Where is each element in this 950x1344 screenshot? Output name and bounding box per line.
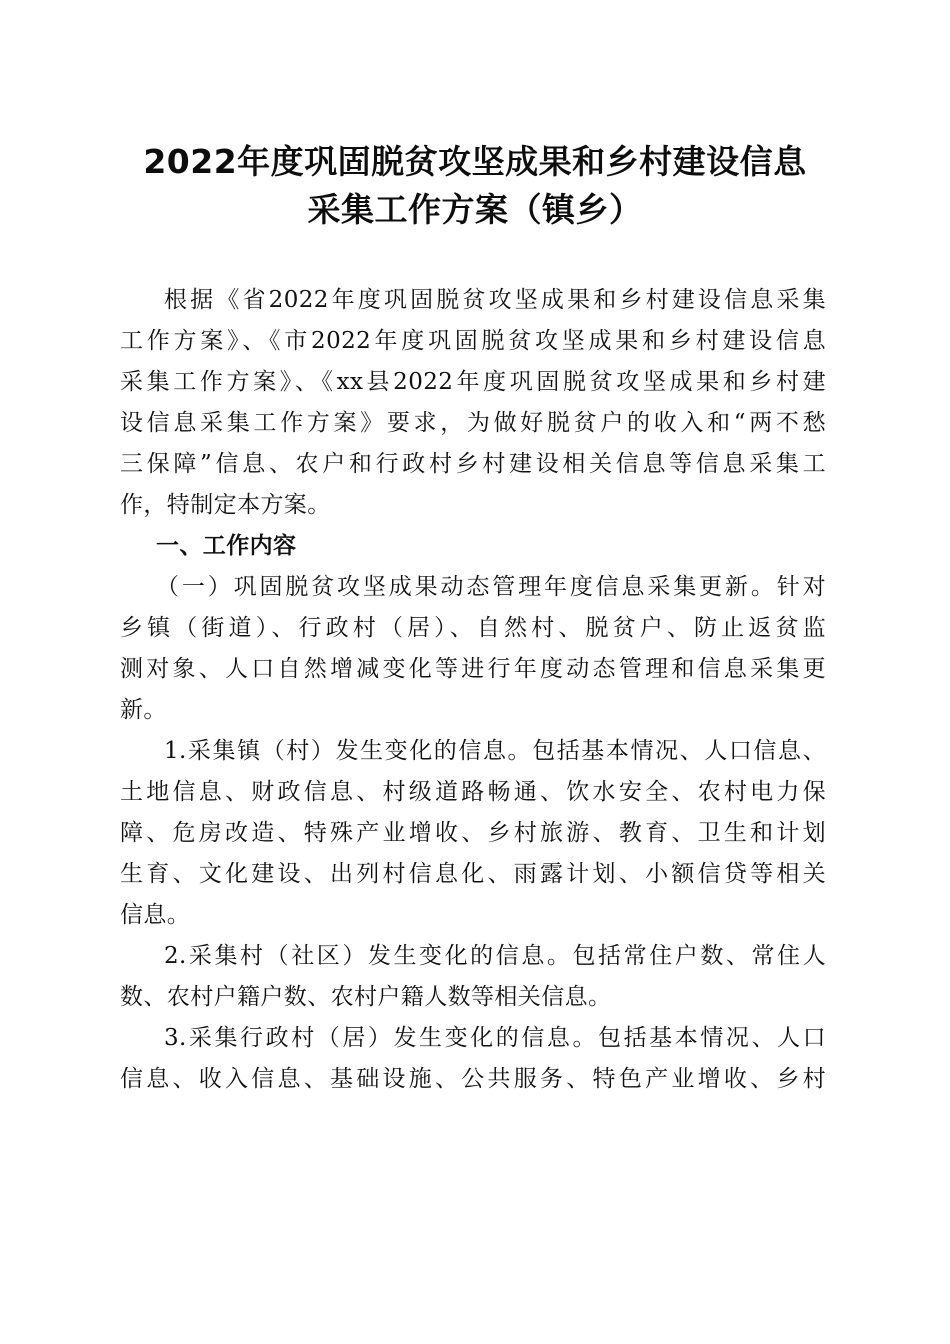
paragraph-line: 采集工作方案》、《xx县2022年度巩固脱贫攻坚成果和乡村建 [120, 369, 826, 395]
paragraph-line: 乡镇（街道）、行政村（居）、自然村、脱贫户、防止返贫监 [120, 615, 826, 641]
paragraph-line: 作，特制定本方案。 [120, 492, 331, 518]
section-heading: 一、工作内容 [156, 533, 297, 559]
list-item-line: 1.采集镇（村）发生变化的信息。包括基本情况、人口信息、 [164, 738, 826, 764]
paragraph-line: 生育、文化建设、出列村信息化、雨露计划、小额信贷等相关 [120, 861, 826, 887]
list-item-line: 3.采集行政村（居）发生变化的信息。包括基本情况、人口 [164, 1025, 826, 1051]
paragraph-line: 三保障”信息、农户和行政村乡村建设相关信息等信息采集工 [120, 451, 826, 477]
paragraph-line: 设信息采集工作方案》要求，为做好脱贫户的收入和“两不愁 [120, 410, 826, 436]
paragraph-line: 根据《省2022年度巩固脱贫攻坚成果和乡村建设信息采集 [164, 287, 826, 313]
paragraph-line: 测对象、人口自然增减变化等进行年度动态管理和信息采集更 [120, 656, 826, 682]
paragraph-line: 障、危房改造、特殊产业增收、乡村旅游、教育、卫生和计划 [120, 820, 826, 846]
paragraph-line: 工作方案》、《市2022年度巩固脱贫攻坚成果和乡村建设信息 [120, 328, 826, 354]
document-title-line-2: 采集工作方案（镇乡） [307, 190, 643, 229]
subsection-line: （一）巩固脱贫攻坚成果动态管理年度信息采集更新。针对 [156, 574, 826, 600]
paragraph-line: 土地信息、财政信息、村级道路畅通、饮水安全、农村电力保 [120, 779, 826, 805]
paragraph-line: 数、农村户籍户数、农村户籍人数等相关信息。 [120, 984, 612, 1010]
document-title-line-1: 2022年度巩固脱贫攻坚成果和乡村建设信息 [143, 142, 807, 181]
paragraph-line: 信息、收入信息、基础设施、公共服务、特色产业增收、乡村 [120, 1066, 826, 1092]
list-item-line: 2.采集村（社区）发生变化的信息。包括常住户数、常住人 [164, 943, 826, 969]
paragraph-line: 新。 [120, 697, 167, 723]
paragraph-line: 信息。 [120, 902, 191, 928]
